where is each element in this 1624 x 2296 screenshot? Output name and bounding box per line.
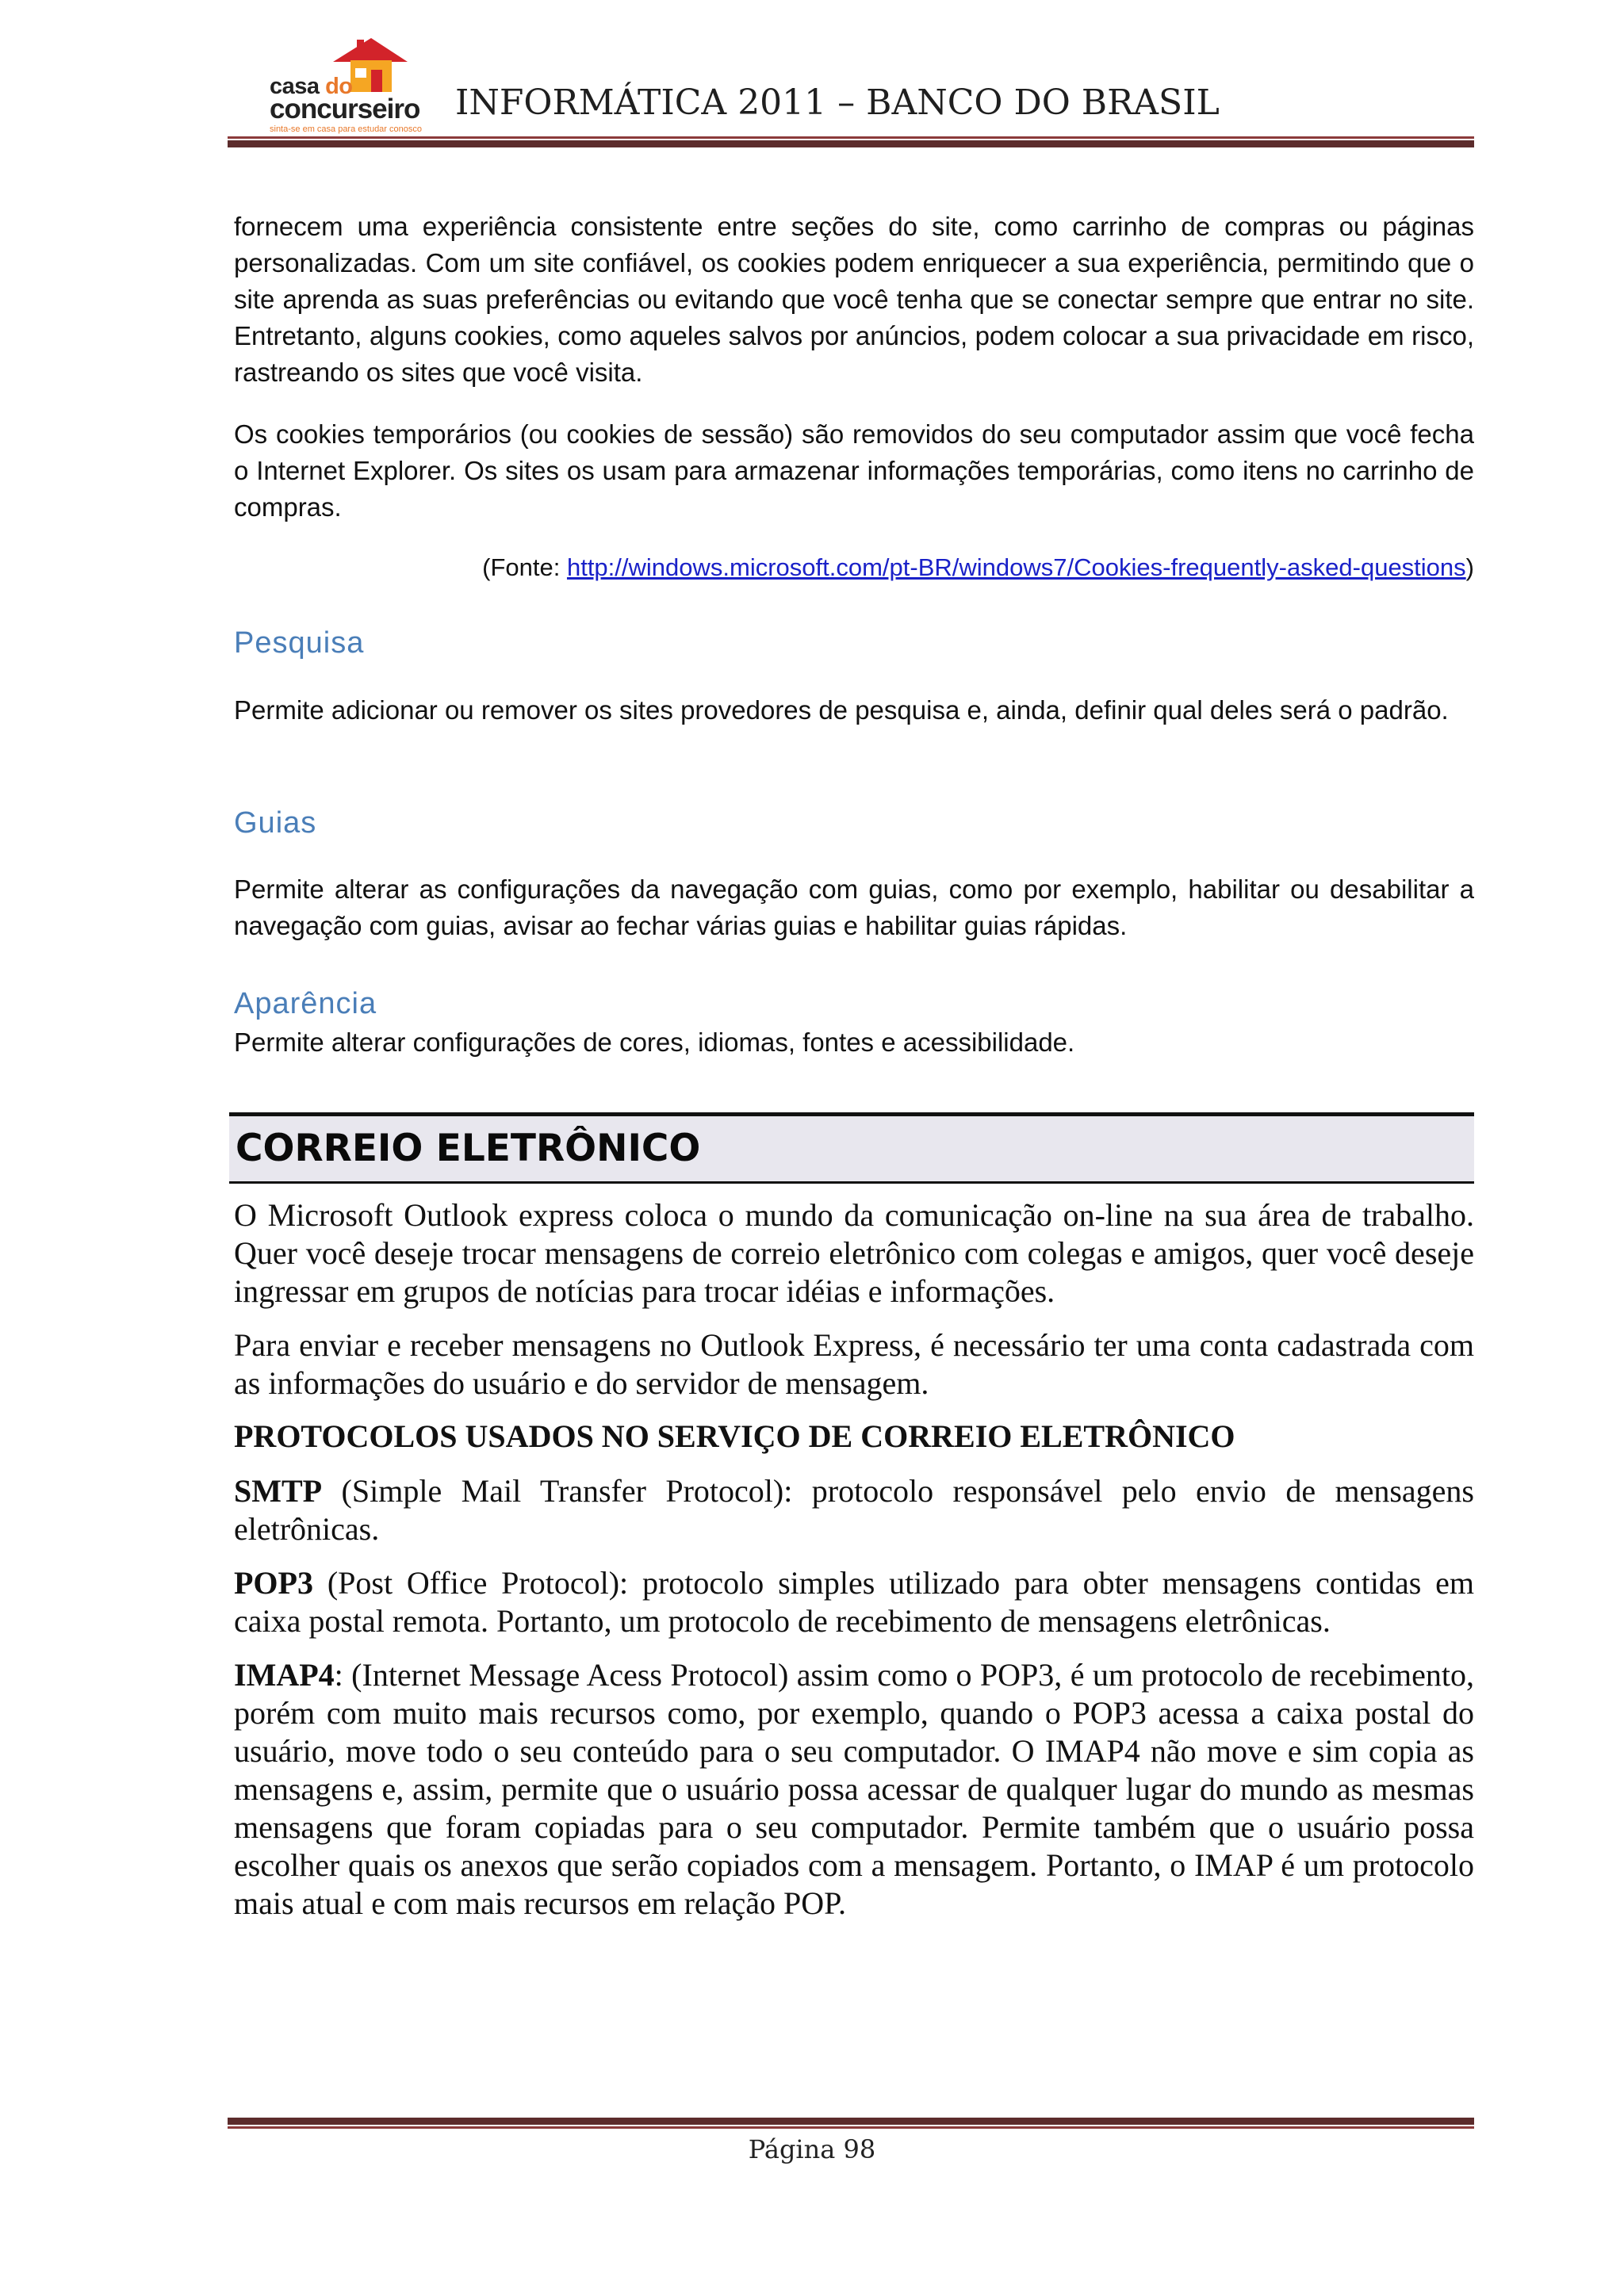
- pop3-paragraph: [234, 1564, 1474, 1640]
- source-link[interactable]: http://windows.microsoft.com/pt-BR/windows7/Cookies-frequently-asked-questions: [566, 553, 1466, 581]
- intro-paragraph-2: Os cookies temporários (ou cookies de sessão) são removidos do seu computador assim que você fecha o Internet Explorer. Os sites os usam para armazenar informações temporárias, como itens no carrinho de compras.: [234, 419, 1474, 522]
- aparencia-text: Permite alterar configurações de cores, idiomas, fontes e acessibilidade.: [234, 1027, 1075, 1057]
- heading-guias: Guias: [234, 806, 317, 840]
- smtp-paragraph: [234, 1472, 1474, 1548]
- intro-paragraph-1: fornecem uma experiência consistente entre seções do site, como carrinho de compras ou páginas personalizadas. Com um site confiável, os cookies podem enriquecer a sua experiência, permitindo que o site aprenda as suas preferências ou evitando que você tenha que se conectar sempre que entrar no site. Entretanto, alguns cookies, como aqueles salvos por anúncios, podem colocar a sua privacidade em risco, rastreando os sites que você visita.: [234, 212, 1474, 387]
- section-title-correio: CORREIO ELETRÔNICO: [236, 1127, 701, 1170]
- header-rule-thin: [228, 136, 1474, 139]
- protocols-heading: PROTOCOLOS USADOS NO SERVIÇO DE CORREIO ELETRÔNICO: [234, 1418, 1235, 1454]
- imap4-term: IMAP4: [234, 1657, 335, 1693]
- logo: [238, 36, 428, 132]
- guias-text: Permite alterar as configurações da navegação com guias, como por exemplo, habilitar ou desabilitar a navegação com guias, avisar ao fechar várias guias e habilitar guias rápidas.: [234, 874, 1474, 940]
- logo-word-casa: casa: [270, 74, 320, 99]
- smtp-description: (Simple Mail Transfer Protocol): protocolo responsável pelo envio de mensagens eletrônicas.: [234, 1473, 1474, 1547]
- footer-rule-thick: [228, 2118, 1474, 2125]
- heading-aparencia: Aparência: [234, 987, 377, 1020]
- logo-word-do: do: [325, 74, 353, 99]
- header-title: INFORMÁTICA 2011 – BANCO DO BRASIL: [455, 82, 1220, 123]
- pop3-description: (Post Office Protocol): protocolo simples utilizado para obter mensagens contidas em caixa postal remota. Portanto, um protocolo de recebimento de mensagens eletrônicas.: [234, 1565, 1474, 1639]
- correio-paragraph-1: O Microsoft Outlook express coloca o mundo da comunicação on-line na sua área de trabalho. Quer você deseje trocar mensagens de correio eletrônico com colegas e amigos, quer você deseje ingressar em grupos de notícias para trocar idéias e informações.: [234, 1197, 1474, 1309]
- imap4-paragraph: [234, 1656, 1474, 1923]
- heading-pesquisa: Pesquisa: [234, 626, 365, 660]
- section-title-box: [229, 1112, 1474, 1184]
- imap4-description: : (Internet Message Acess Protocol) assim como o POP3, é um protocolo de recebimento, porém com muito mais recursos como, por exemplo, quando o POP3 acessa a caixa postal do usuário, move todo o seu conteúdo para o seu computador. O IMAP4 não move e sim copia as mensagens e, assim, permite que o usuário possa acessar de qualquer lugar do mundo as mesmas mensagens que foram copiadas para o seu computador. Permite também que o usuário possa escolher quais os anexos que serão copiados com a mensagem. Portanto, o IMAP é um protocolo mais atual e com mais recursos em relação POP.: [234, 1657, 1474, 1921]
- footer-rule-thin: [228, 2126, 1474, 2129]
- source-citation: [482, 550, 1474, 585]
- smtp-term: SMTP: [234, 1473, 323, 1509]
- pop3-term: POP3: [234, 1565, 313, 1601]
- source-suffix: ): [1465, 553, 1474, 581]
- header-rule-thick: [228, 140, 1474, 147]
- source-prefix: (Fonte:: [482, 553, 567, 581]
- page-number: Página 98: [748, 2134, 876, 2164]
- pesquisa-text: Permite adicionar ou remover os sites provedores de pesquisa e, ainda, definir qual deles será o padrão.: [234, 695, 1449, 725]
- correio-paragraph-2: Para enviar e receber mensagens no Outlook Express, é necessário ter uma conta cadastrada com as informações do usuário e do servidor de mensagem.: [234, 1327, 1474, 1401]
- logo-wordmark-concurseiro: concurseiro: [270, 94, 420, 124]
- logo-tagline: sinta-se em casa para estudar conosco: [270, 124, 422, 134]
